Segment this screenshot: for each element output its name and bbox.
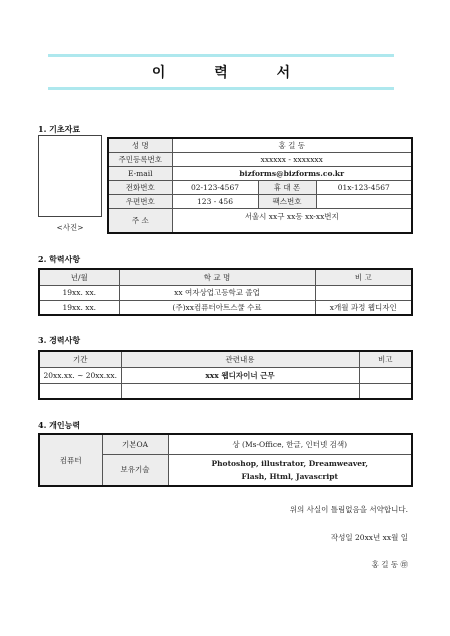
career-header-note: 비고 [359,351,412,367]
education-row-date: 19xx. xx. [39,285,119,300]
fax-value [316,194,412,208]
career-row-content [121,383,359,399]
skills-basic-value: 상 (Ms-Office, 한글, 인터넷 검색) [168,434,412,454]
career-row-period: 20xx.xx. ~ 20xx.xx. [39,367,121,383]
career-row-note [359,367,412,383]
skills-tech-label: 보유기술 [102,454,168,486]
education-table [38,268,413,316]
education-row-school: xx 여자상업고등학교 졸업 [119,285,315,300]
section-education-title: 2. 학력사항 [38,254,81,264]
skills-tech-line: Photoshop, illustrator, Dreamweaver, [211,458,369,468]
fax-label: 팩스번호 [258,194,316,208]
footer-signature: 홍 길 동 ㊞ [371,560,408,569]
zip-label: 우편번호 [108,194,172,208]
address-value: 서울시 xx구 xx동 xx-xx번지 [172,208,412,233]
email-label: E-mail [108,166,172,180]
education-row-school: (주)xx컴퓨터아트스쿨 수료 [119,300,315,315]
zip-value: 123 - 456 [172,194,258,208]
section-skills-title: 4. 개인능력 [38,420,81,430]
footer-date: 작성일 20xx년 xx월 일 [330,533,408,542]
skills-category: 컴퓨터 [39,434,102,486]
address-label: 주 소 [108,208,172,233]
phone-label: 전화번호 [108,180,172,194]
photo-placeholder [38,135,102,217]
id-label: 주민등록번호 [108,152,172,166]
career-row-period [39,383,121,399]
career-row-content: xxx 웹디자이너 근무 [121,367,359,383]
id-value: xxxxxx - xxxxxxx [172,152,412,166]
name-value: 홍 길 동 [172,138,412,152]
career-table [38,350,413,400]
section-career-title: 3. 경력사항 [38,335,81,345]
title-text: 이 력 서 [151,65,313,81]
education-row-note [315,285,412,300]
section-basic-title: 1. 기초자료 [38,124,81,134]
phone-value: 02-123-4567 [172,180,258,194]
mobile-value: 01x-123-4567 [316,180,412,194]
footer-statement: 위의 사실이 틀림없음을 서약합니다. [289,505,408,514]
skills-table [38,433,413,487]
skills-tech-value [168,454,412,486]
education-header-school: 학 교 명 [119,269,315,285]
career-row-note [359,383,412,399]
photo-caption: <사진> [56,223,84,232]
career-header-period: 기간 [39,351,121,367]
name-label: 성 명 [108,138,172,152]
education-header-note: 비 고 [315,269,412,285]
education-row-note: x개월 과정 웹디자인 [315,300,412,315]
career-header-content: 관련내용 [121,351,359,367]
mobile-label: 휴 대 폰 [258,180,316,194]
education-header-date: 년/월 [39,269,119,285]
skills-basic-label: 기본OA [102,434,168,454]
document-title [48,54,394,90]
education-row-date: 19xx. xx. [39,300,119,315]
skills-tech-line: Flash, Html, Javascript [241,471,338,481]
basic-info-table [107,137,413,234]
email-value: bizforms@bizforms.co.kr [172,166,412,180]
